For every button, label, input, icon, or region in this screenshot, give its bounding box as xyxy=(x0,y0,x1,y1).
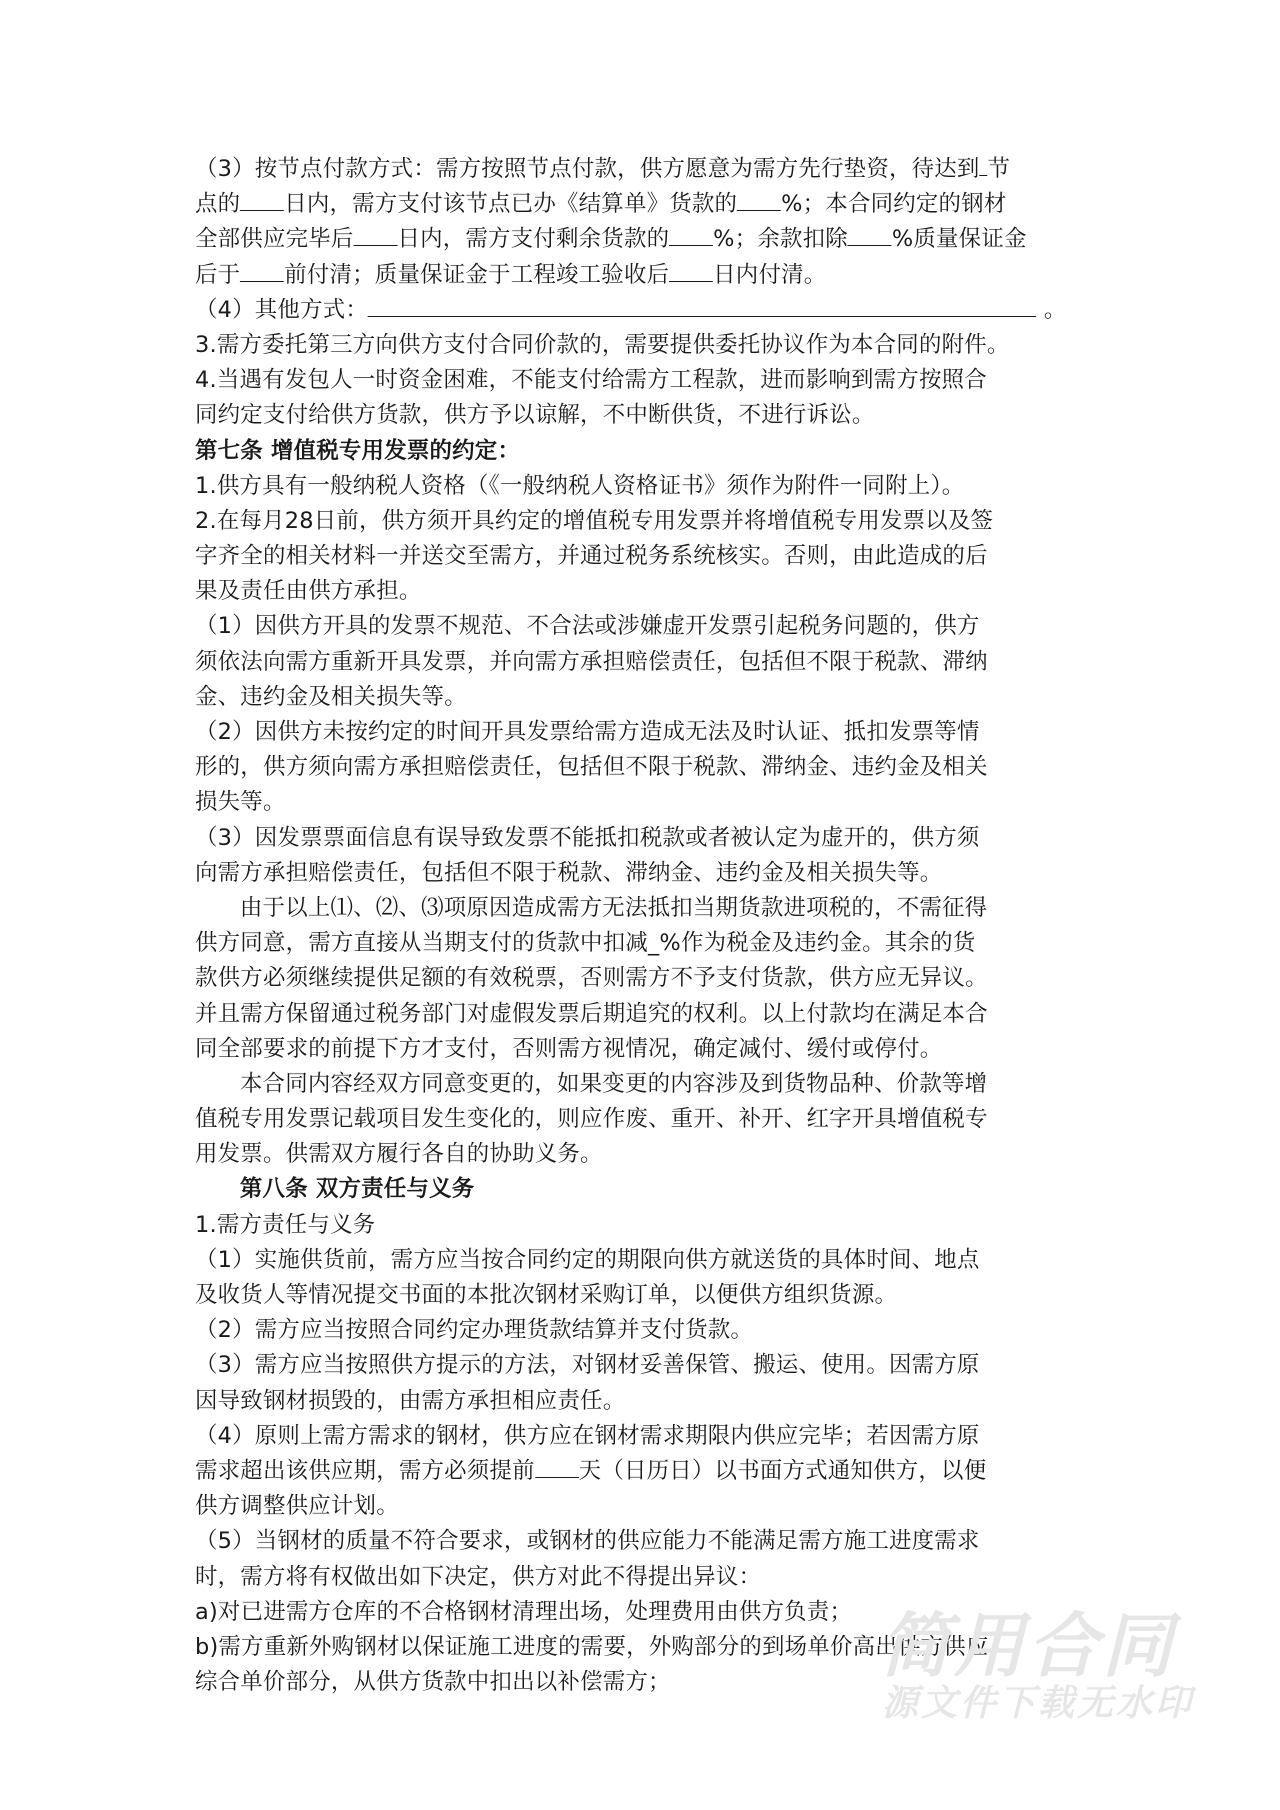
document-line xyxy=(195,785,1088,820)
document-line xyxy=(195,715,1088,750)
line-text: 金、违约金及相关损失等。 xyxy=(195,683,467,710)
line-text: 须依法向需方重新开具发票，并向需方承担赔偿责任，包括但不限于税款、滞纳 xyxy=(195,648,988,675)
document-line xyxy=(195,680,1088,715)
document-line xyxy=(195,469,1088,504)
fill-in-blank xyxy=(535,1455,579,1478)
document-line xyxy=(195,926,1088,961)
document-line xyxy=(195,1067,1088,1102)
line-text: （4）其他方式： xyxy=(195,296,369,323)
line-text: 。 xyxy=(1036,296,1067,323)
fill-in-blank xyxy=(737,188,781,211)
fill-in-blank xyxy=(669,259,713,282)
document-line xyxy=(195,187,1088,222)
document-line xyxy=(195,328,1088,363)
fill-in-blank xyxy=(368,294,1037,317)
line-text: 点的 xyxy=(195,191,241,218)
line-text: 需求超出该供应期，需方必须提前 xyxy=(195,1457,535,1484)
fill-in-blank xyxy=(240,259,284,282)
line-text: a)对已进需方仓库的不合格钢材清理出场，处理费用由供方负责； xyxy=(195,1598,853,1625)
line-text: （4）原则上需方需求的钢材，供方应在钢材需求期限内供应完毕；若因需方原 xyxy=(195,1422,980,1449)
line-text: 第七条 增值税专用发票的约定： xyxy=(195,437,521,464)
line-text: 向需方承担赔偿责任，包括但不限于税款、滞纳金、违约金及相关损失等。 xyxy=(195,859,943,886)
document-line xyxy=(195,1278,1088,1313)
document-line xyxy=(195,258,1088,293)
line-text: %；本合同约定的钢材 xyxy=(781,191,1007,218)
document-line xyxy=(195,645,1088,680)
line-text: 用发票。供需双方履行各自的协助义务。 xyxy=(195,1141,603,1168)
fill-in-blank xyxy=(354,223,398,246)
document-line xyxy=(195,398,1088,433)
line-text: 及收货人等情况提交书面的本批次钢材采购订单，以便供方组织货源。 xyxy=(195,1282,898,1308)
line-text: 因导致钢材损毁的，由需方承担相应责任。 xyxy=(195,1387,626,1414)
line-text: 供方调整供应计划。 xyxy=(195,1493,399,1520)
line-text: 本合同内容经双方同意变更的，如果变更的内容涉及到货物品种、价款等增 xyxy=(239,1070,988,1097)
line-text: %；余款扣除 xyxy=(713,226,848,253)
fill-in-blank xyxy=(240,188,284,211)
line-text: 综合单价部分，从供方货款中扣出以补偿需方； xyxy=(195,1669,671,1696)
document-line xyxy=(195,1454,1088,1489)
line-text: （2）需方应当按照合同约定办理货款结算并支付货款。 xyxy=(195,1317,754,1344)
line-text: 前付清；质量保证金于工程竣工验收后 xyxy=(284,261,670,288)
section-heading xyxy=(195,434,1088,469)
document-line xyxy=(195,1137,1088,1172)
line-text: 并且需方保留通过税务部门对虚假发票后期追究的权利。以上付款均在满足本合 xyxy=(195,1000,988,1027)
line-text: 款供方必须继续提供足额的有效税票，否则需方不予支付货款，供方应无异议。 xyxy=(195,965,988,992)
line-text: 节 xyxy=(987,156,1011,182)
document-line xyxy=(195,222,1088,257)
line-text: 4.当遇有发包人一时资金困难，不能支付给需方工程款，进而影响到需方按照合 xyxy=(195,367,987,394)
line-text: 形的，供方须向需方承担赔偿责任，包括但不限于税款、滞纳金、违约金及相关 xyxy=(195,754,988,781)
line-text: 3.需方委托第三方向供方支付合同价款的，需要提供委托协议作为本合同的附件。 xyxy=(195,331,1010,358)
line-text: 果及责任由供方承担。 xyxy=(195,578,422,605)
line-text: 2.在每月28日前，供方须开具约定的增值税专用发票并将增值税专用发票以及签 xyxy=(195,507,994,534)
document-line xyxy=(195,574,1088,609)
document-line xyxy=(195,1032,1088,1067)
watermark-subtitle: 源文件下载无水印 xyxy=(882,1683,1195,1724)
document-line xyxy=(195,856,1088,891)
line-text: （3）按节点付款方式：需方按照节点付款，供方愿意为需方先行垫资，待达到 xyxy=(195,156,980,182)
line-text: 同全部要求的前提下方才支付，否则需方视情况，确定减付、缓付或停付。 xyxy=(195,1035,943,1062)
document-line xyxy=(195,609,1088,644)
document-line xyxy=(195,750,1088,785)
document-line xyxy=(195,504,1088,539)
document-line xyxy=(195,1489,1088,1524)
fill-in-blank xyxy=(848,223,892,246)
fill-in-blank xyxy=(669,223,713,246)
line-text: b)需方重新外购钢材以保证施工进度的需要，外购部分的到场单价高出供方供应 xyxy=(195,1633,989,1660)
document-line xyxy=(195,1419,1088,1454)
document-line xyxy=(195,961,1088,996)
document-line xyxy=(195,997,1088,1032)
document-line xyxy=(195,1208,1088,1243)
document-line xyxy=(195,1102,1088,1137)
line-text: 日内付清。 xyxy=(713,261,827,288)
line-text: （3）需方应当按照供方提示的方法，对钢材妥善保管、搬运、使用。因需方原 xyxy=(195,1352,980,1379)
line-text: 后于 xyxy=(195,261,241,288)
document-line xyxy=(195,1313,1088,1348)
line-text: （2）因供方未按约定的时间开具发票给需方造成无法及时认证、抵扣发票等情 xyxy=(195,719,980,745)
line-text: 日内，需方支付剩余货款的 xyxy=(397,226,670,253)
line-text: 1.供方具有一般纳税人资格（《一般纳税人资格证书》须作为附件一同附上）。 xyxy=(195,472,965,499)
line-text: %质量保证金 xyxy=(891,226,1027,253)
document-line xyxy=(195,152,1088,187)
section-heading xyxy=(195,1172,1088,1207)
line-text: 值税专用发票记载项目发生变化的，则应作废、重开、补开、红字开具增值税专 xyxy=(195,1106,988,1133)
line-text: 同约定支付给供方货款，供方予以谅解，不中断供货，不进行诉讼。 xyxy=(195,402,875,429)
document-line xyxy=(195,1348,1088,1383)
line-text: 字齐全的相关材料一并送交至需方，并通过税务系统核实。否则，由此造成的后 xyxy=(195,543,988,570)
document-line xyxy=(195,821,1088,856)
document-page xyxy=(195,152,1090,1700)
line-text: 由于以上⑴、⑵、⑶项原因造成需方无法抵扣当期货款进项税的，不需征得 xyxy=(239,894,988,921)
line-text: 全部供应完毕后 xyxy=(195,226,354,253)
line-text: 时，需方将有权做出如下决定，供方对此不得提出异议： xyxy=(195,1563,762,1590)
document-line xyxy=(195,363,1088,398)
document-line xyxy=(195,1524,1088,1559)
line-text: 供方同意，需方直接从当期支付的货款中扣减_%作为税金及违约金。其余的货 xyxy=(195,930,976,957)
line-text: （5）当钢材的质量不符合要求，或钢材的供应能力不能满足需方施工进度需求 xyxy=(195,1528,980,1555)
line-text: 天（日历日）以书面方式通知供方，以便 xyxy=(578,1457,987,1484)
line-text: （3）因发票票面信息有误导致发票不能抵扣税款或者被认定为虚开的，供方须 xyxy=(195,824,980,851)
line-text: 损失等。 xyxy=(195,789,286,816)
document-line xyxy=(195,1384,1088,1419)
document-line xyxy=(195,293,1088,328)
watermark-title: 简用合同 xyxy=(880,1605,1176,1687)
document-line xyxy=(195,1243,1088,1278)
document-line xyxy=(195,891,1088,926)
line-text: 第八条 双方责任与义务 xyxy=(239,1176,475,1203)
line-text: 日内，需方支付该节点已办《结算单》货款的 xyxy=(284,191,738,218)
document-line xyxy=(195,539,1088,574)
line-text: 1.需方责任与义务 xyxy=(195,1211,376,1238)
line-text: （1）因供方开具的发票不规范、不合法或涉嫌虚开发票引起税务问题的，供方 xyxy=(195,613,980,640)
line-text: （1）实施供货前，需方应当按合同约定的期限向供方就送货的具体时间、地点 xyxy=(195,1246,980,1273)
